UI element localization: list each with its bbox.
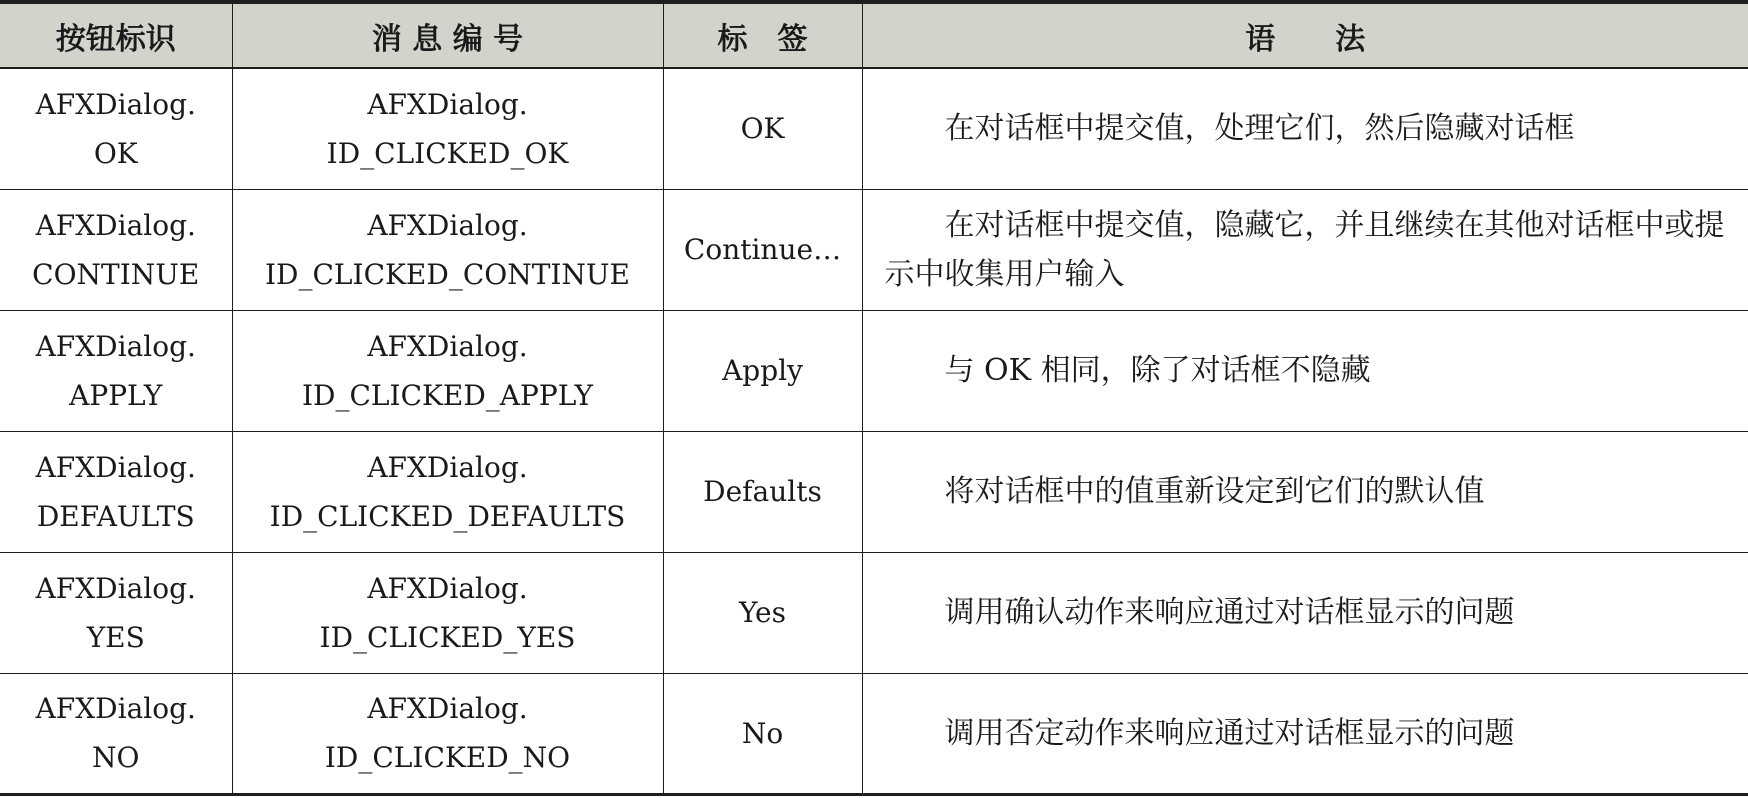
button-id-cell <box>0 68 232 189</box>
message-id-line: AFXDialog. <box>367 571 528 605</box>
button-id-line: APPLY <box>69 378 163 412</box>
button-id-line: NO <box>92 741 140 774</box>
message-id-line: ID_CLICKED_YES <box>319 620 576 654</box>
table-row <box>0 68 1748 189</box>
message-id-line: ID_CLICKED_DEFAULTS <box>269 499 626 533</box>
table-row <box>0 552 1748 673</box>
button-id-line: AFXDialog. <box>35 208 196 242</box>
message-id-line: AFXDialog. <box>367 329 528 363</box>
table-row <box>0 431 1748 552</box>
header-message-id: 消 息 编 号 <box>232 2 663 68</box>
message-id-line: ID_CLICKED_NO <box>324 741 571 774</box>
button-id-line: OK <box>93 136 138 170</box>
button-id-cell <box>0 552 232 673</box>
button-id-line: AFXDialog. <box>35 87 196 121</box>
button-id-line: AFXDialog. <box>35 329 196 363</box>
header-syntax: 语 法 <box>862 2 1748 68</box>
message-id-cell <box>232 552 663 673</box>
syntax-cell <box>862 68 1748 189</box>
button-id-cell <box>0 189 232 310</box>
label-cell: Yes <box>663 552 862 673</box>
label-cell: Continue… <box>663 189 862 310</box>
button-id-cell <box>0 310 232 431</box>
button-id-line: DEFAULTS <box>36 499 195 533</box>
message-id-cell <box>232 431 663 552</box>
message-id-line: AFXDialog. <box>367 87 528 121</box>
message-id-cell <box>232 68 663 189</box>
message-id-line: AFXDialog. <box>367 208 528 242</box>
label-cell: Apply <box>663 310 862 431</box>
message-id-cell <box>232 310 663 431</box>
button-id-line: CONTINUE <box>32 257 200 291</box>
table-row <box>0 310 1748 431</box>
header-button-id: 按钮标识 <box>0 2 232 68</box>
label-cell: OK <box>663 68 862 189</box>
syntax-text: 将对话框中的值重新设定到它们的默认值 <box>944 474 1485 509</box>
message-id-line: AFXDialog. <box>367 692 528 725</box>
message-id-line: ID_CLICKED_APPLY <box>301 378 593 412</box>
table-header-row <box>0 2 1748 68</box>
message-id-cell <box>232 189 663 310</box>
button-id-line: AFXDialog. <box>35 571 196 605</box>
button-id-line: AFXDialog. <box>35 450 196 484</box>
syntax-text: 调用确认动作来响应通过对话框显示的问题 <box>944 595 1515 630</box>
message-id-line: ID_CLICKED_OK <box>326 136 569 170</box>
message-id-line: ID_CLICKED_CONTINUE <box>265 257 630 291</box>
table-row <box>0 673 1748 794</box>
syntax-text: 与 OK 相同，除了对话框不隐藏 <box>944 353 1371 388</box>
syntax-cell <box>862 310 1748 431</box>
message-id-line: AFXDialog. <box>367 450 528 484</box>
syntax-text: 在对话框中提交值，隐藏它，并且继续在其他对话框中或提示中收集用户输入 <box>884 207 1725 292</box>
table-row <box>0 189 1748 310</box>
button-id-cell <box>0 673 232 794</box>
syntax-text: 在对话框中提交值，处理它们，然后隐藏对话框 <box>944 111 1575 147</box>
label-cell: No <box>663 673 862 794</box>
button-id-cell <box>0 431 232 552</box>
button-id-line: AFXDialog. <box>35 692 196 725</box>
syntax-cell <box>862 431 1748 552</box>
message-id-cell <box>232 673 663 794</box>
syntax-cell <box>862 552 1748 673</box>
header-label: 标 签 <box>663 2 862 68</box>
syntax-cell <box>862 189 1748 310</box>
syntax-cell <box>862 673 1748 794</box>
label-cell: Defaults <box>663 431 862 552</box>
button-id-line: YES <box>86 620 145 654</box>
syntax-text: 调用否定动作来响应通过对话框显示的问题 <box>944 715 1515 751</box>
